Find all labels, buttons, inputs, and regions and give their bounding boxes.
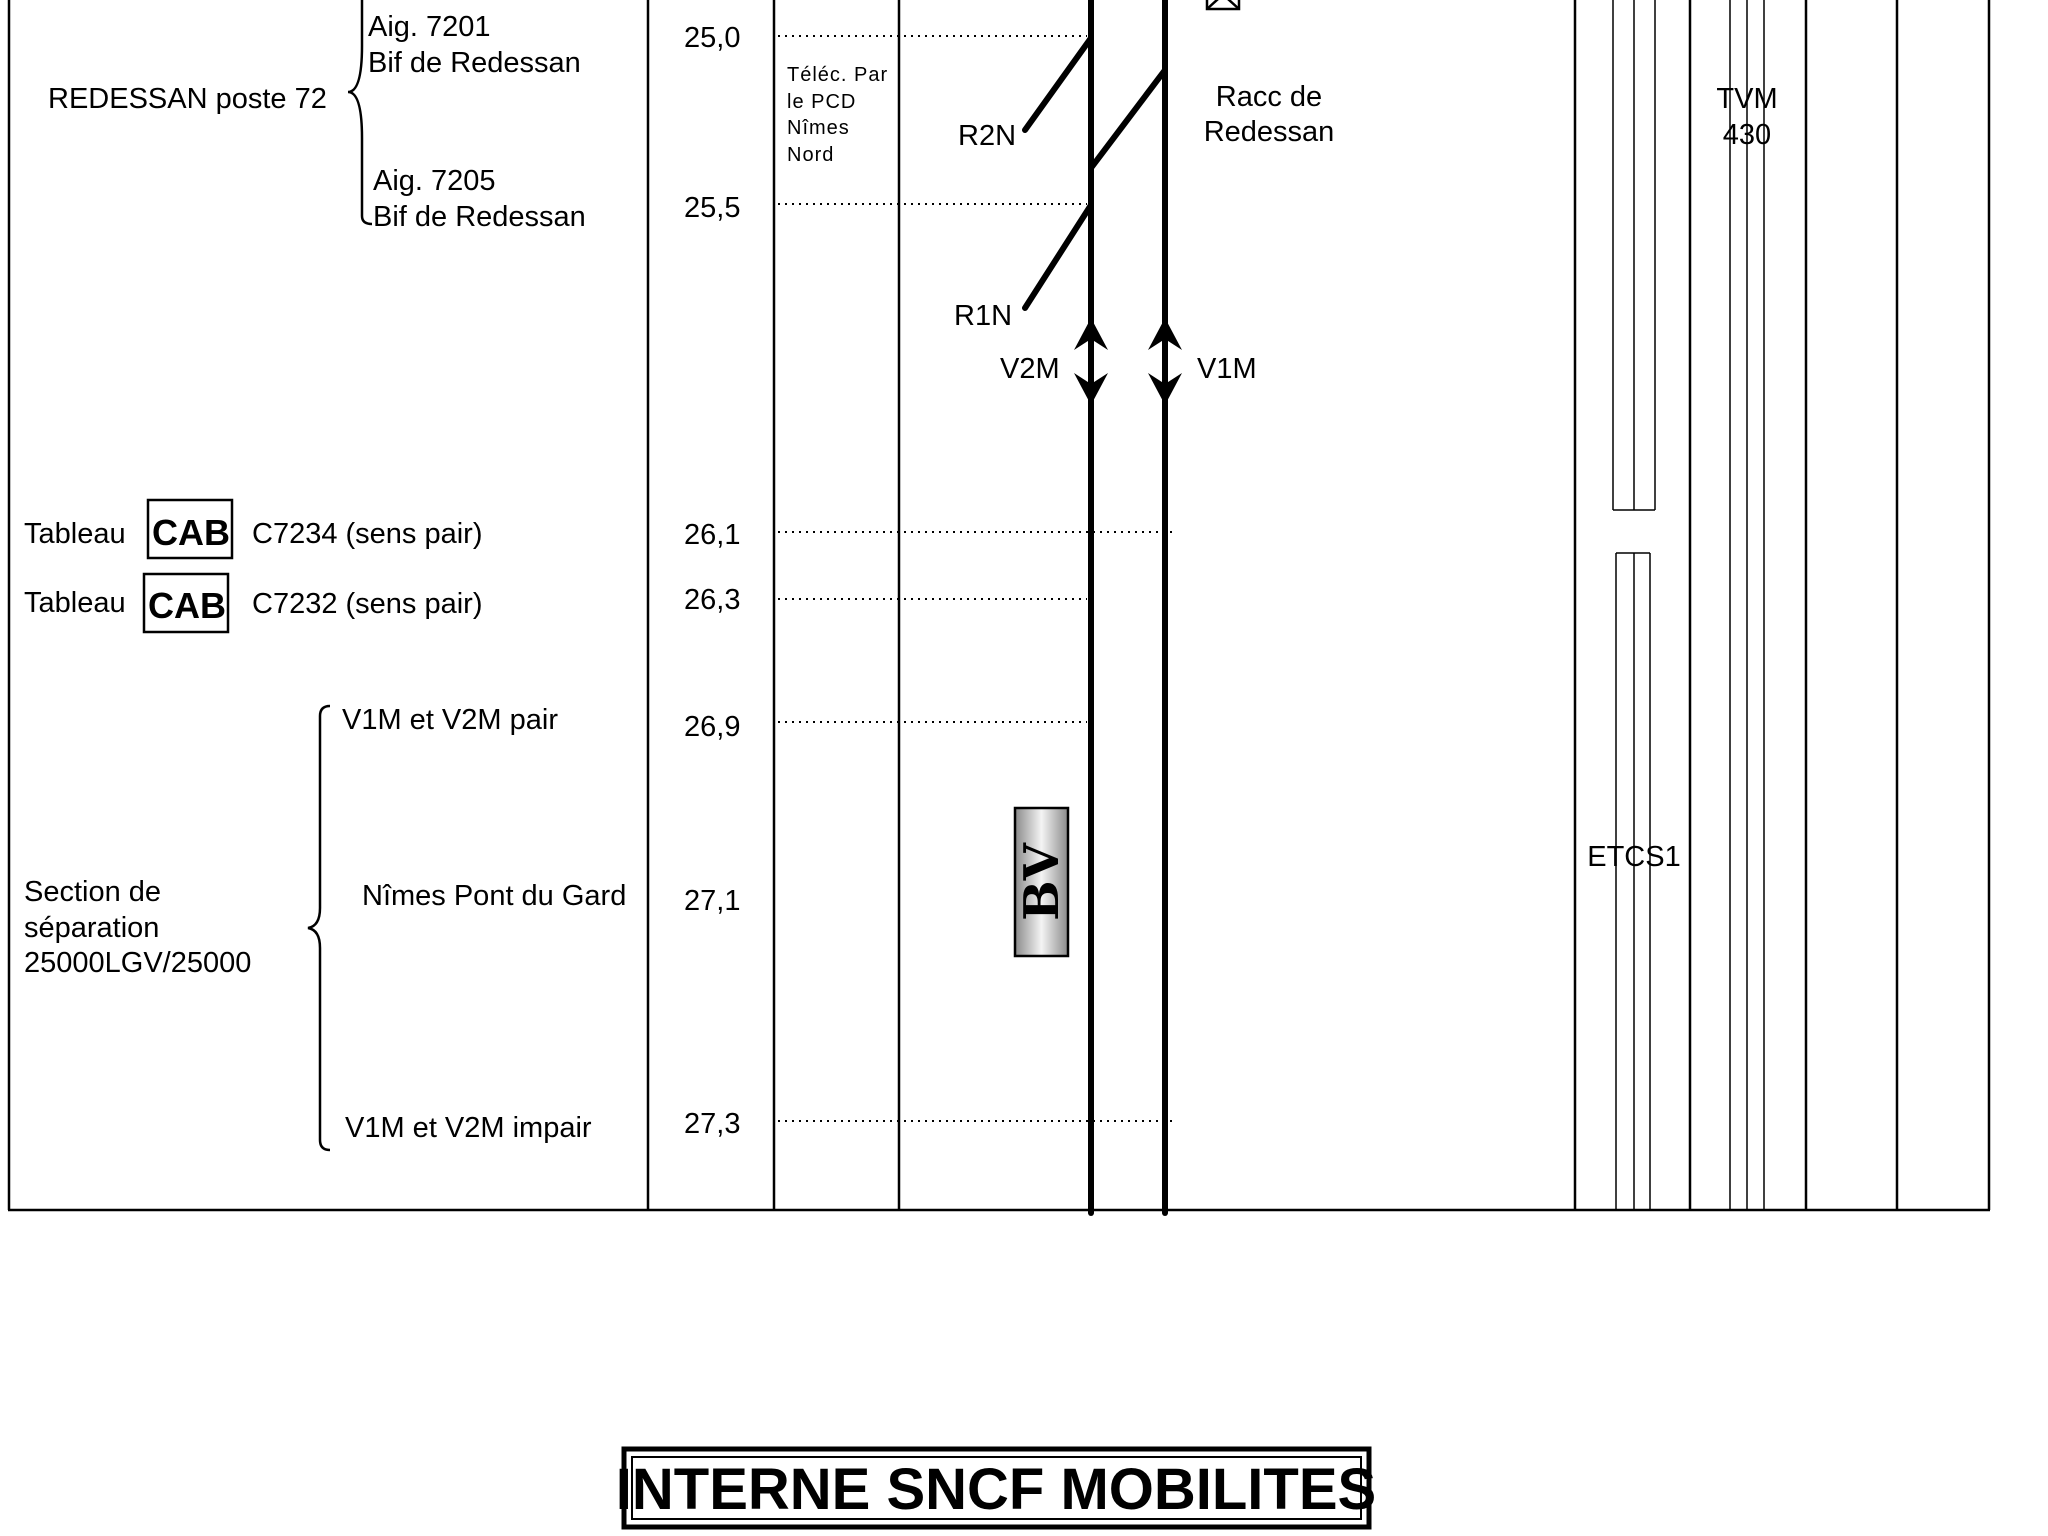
tvm-line-2: 430 (1722, 119, 1772, 151)
section-line-3: 25000LGV/25000 (24, 947, 252, 979)
v1m-v2m-impair: V1M et V2M impair (345, 1112, 592, 1144)
km-25-0: 25,0 (684, 22, 741, 54)
bv-label: BV (1014, 843, 1070, 921)
r2n-label: R2N (958, 120, 1017, 152)
section-line-1: Section de (24, 876, 162, 908)
bv-marker (1014, 808, 1070, 956)
redessan-poste: REDESSAN poste 72 (48, 83, 327, 115)
telec-line-4: Nord (787, 144, 835, 166)
box-symbol-icon (1207, 0, 1239, 9)
v2m-label: V2M (1000, 353, 1060, 385)
km-26-1: 26,1 (684, 519, 741, 551)
nimes-pont-du-gard: Nîmes Pont du Gard (362, 880, 627, 912)
telec-line-1: Téléc. Par (787, 64, 889, 86)
etcs-label: ETCS1 (1587, 841, 1681, 873)
telec-line-2: le PCD (787, 91, 857, 113)
branch-racc (1091, 70, 1165, 168)
cab-label-1: CAB (152, 512, 230, 553)
tableau-label-1: Tableau (24, 518, 126, 550)
aig-7201-bif: Bif de Redessan (368, 47, 581, 79)
aig-7205-bif: Bif de Redessan (373, 201, 586, 233)
footer-stamp (616, 1449, 1376, 1527)
c7232-label: C7232 (sens pair) (252, 588, 483, 620)
brace-section (308, 706, 330, 1150)
tvm-line-1: TVM (1716, 83, 1778, 115)
v1m-label: V1M (1197, 353, 1257, 385)
v1m-v2m-pair: V1M et V2M pair (342, 704, 558, 736)
telec-line-3: Nîmes (787, 117, 850, 139)
racc-line-1: Racc de (1215, 81, 1323, 113)
footer-text: INTERNE SNCF MOBILITES (615, 1457, 1377, 1522)
km-26-3: 26,3 (684, 584, 741, 616)
branch-r2n (1025, 38, 1091, 130)
tvm-column (1730, 0, 1764, 1210)
cab-label-2: CAB (148, 585, 226, 626)
r1n-label: R1N (954, 300, 1013, 332)
aig-7201: Aig. 7201 (368, 11, 491, 43)
km-dotted-lines (778, 36, 1175, 1121)
section-line-2: séparation (24, 912, 160, 944)
aig-7205: Aig. 7205 (373, 165, 496, 197)
racc-line-2: Redessan (1203, 116, 1335, 148)
c7234-label: C7234 (sens pair) (252, 518, 483, 550)
km-27-3: 27,3 (684, 1108, 741, 1140)
tableau-label-2: Tableau (24, 587, 126, 619)
branch-r1n (1025, 205, 1091, 308)
main-tracks (1091, 0, 1165, 1213)
km-25-5: 25,5 (684, 192, 741, 224)
etcs-column (1613, 0, 1655, 1210)
km-26-9: 26,9 (684, 711, 741, 743)
km-27-1: 27,1 (684, 885, 741, 917)
